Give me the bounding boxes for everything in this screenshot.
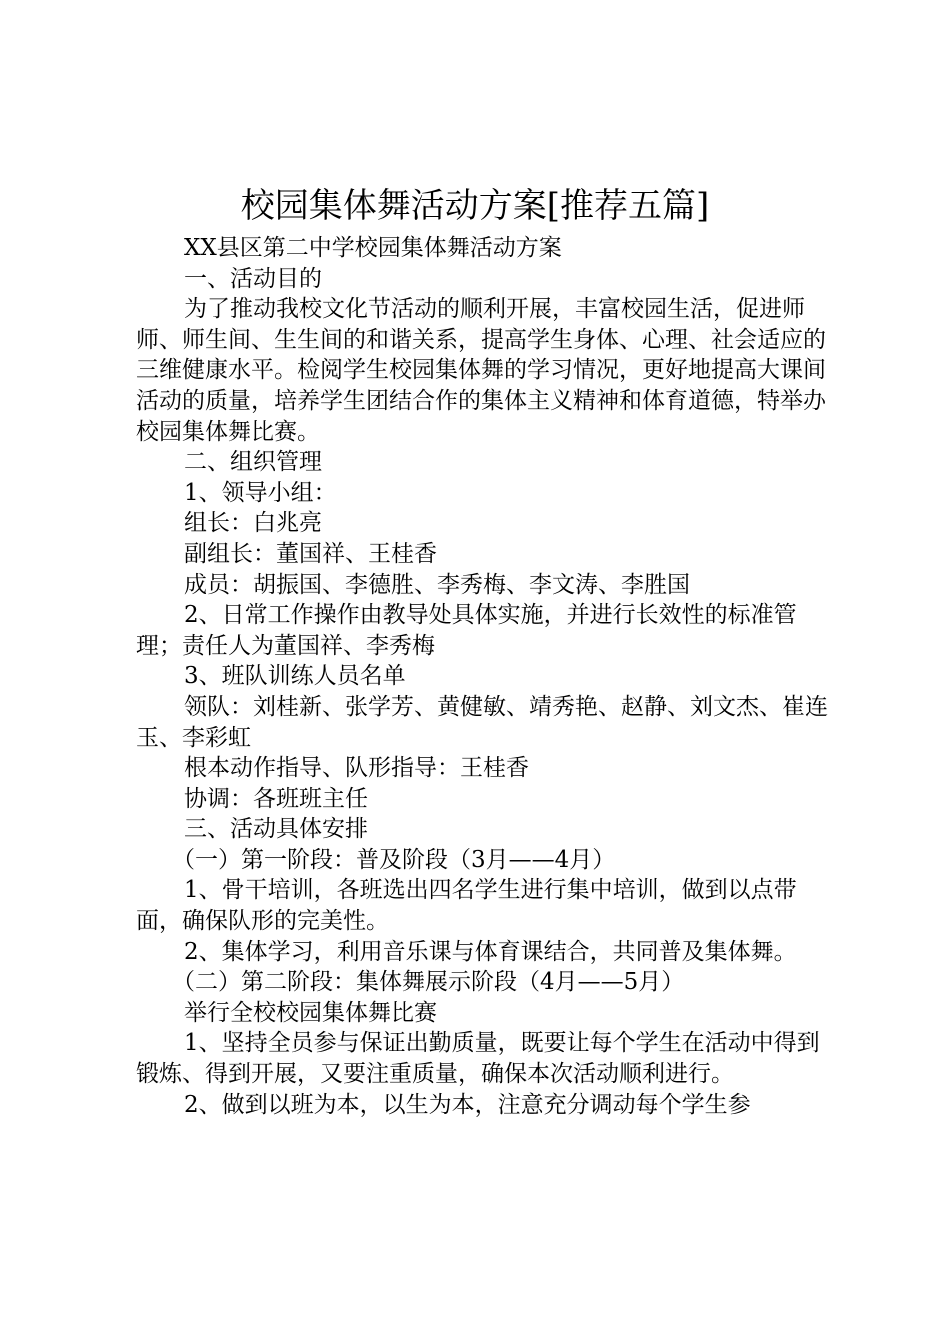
paragraph: 2、集体学习，利用音乐课与体育课结合，共同普及集体舞。	[184, 938, 797, 965]
document-body	[136, 233, 840, 1120]
paragraph: 为了推动我校文化节活动的顺利开展，丰富校园生活，促进师师、师生间、生生间的和谐关系，提高学生身体、心理、社会适应的三维健康水平。检阅学生校园集体舞的学习情况，更好地提高大课间活动的质量，培养学生团结合作的集体主义精神和体育道德，特举办校园集体舞比赛。	[136, 296, 826, 445]
section-heading: 二、组织管理	[184, 449, 322, 476]
subsection-heading: （一）第一阶段：普及阶段（3月——4月）	[172, 846, 616, 873]
subsection-heading: （二）第二阶段：集体舞展示阶段（4月——5月）	[172, 969, 685, 996]
paragraph: 1、领导小组：	[184, 479, 337, 506]
paragraph: 组长：白兆亮	[184, 510, 322, 537]
paragraph: 领队：刘桂新、张学芳、黄健敏、靖秀艳、赵静、刘文杰、崔连玉、李彩虹	[136, 693, 828, 751]
section-heading: 三、活动具体安排	[184, 816, 368, 843]
section-heading: 一、活动目的	[184, 265, 322, 292]
paragraph: 举行全校校园集体舞比赛	[184, 999, 437, 1026]
paragraph: 2、做到以班为本，以生为本，注意充分调动每个学生参	[184, 1091, 751, 1118]
paragraph: 1、坚持全员参与保证出勤质量，既要让每个学生在活动中得到锻炼、得到开展，又要注重质量，确保本次活动顺利进行。	[136, 1030, 820, 1088]
document-title: 校园集体舞活动方案[推荐五篇]	[240, 186, 710, 226]
paragraph: 协调：各班班主任	[184, 785, 368, 812]
paragraph: 3、班队训练人员名单	[184, 663, 406, 690]
paragraph: 副组长：董国祥、王桂香	[184, 540, 437, 567]
paragraph: XX县区第二中学校园集体舞活动方案	[184, 235, 562, 261]
paragraph: 根本动作指导、队形指导：王桂香	[184, 755, 529, 782]
paragraph: 2、日常工作操作由教导处具体实施，并进行长效性的标准管理；责任人为董国祥、李秀梅	[136, 602, 797, 659]
paragraph: 1、骨干培训，各班选出四名学生进行集中培训，做到以点带面，确保队形的完美性。	[136, 877, 797, 935]
paragraph: 成员：胡振国、李德胜、李秀梅、李文涛、李胜国	[184, 571, 690, 598]
